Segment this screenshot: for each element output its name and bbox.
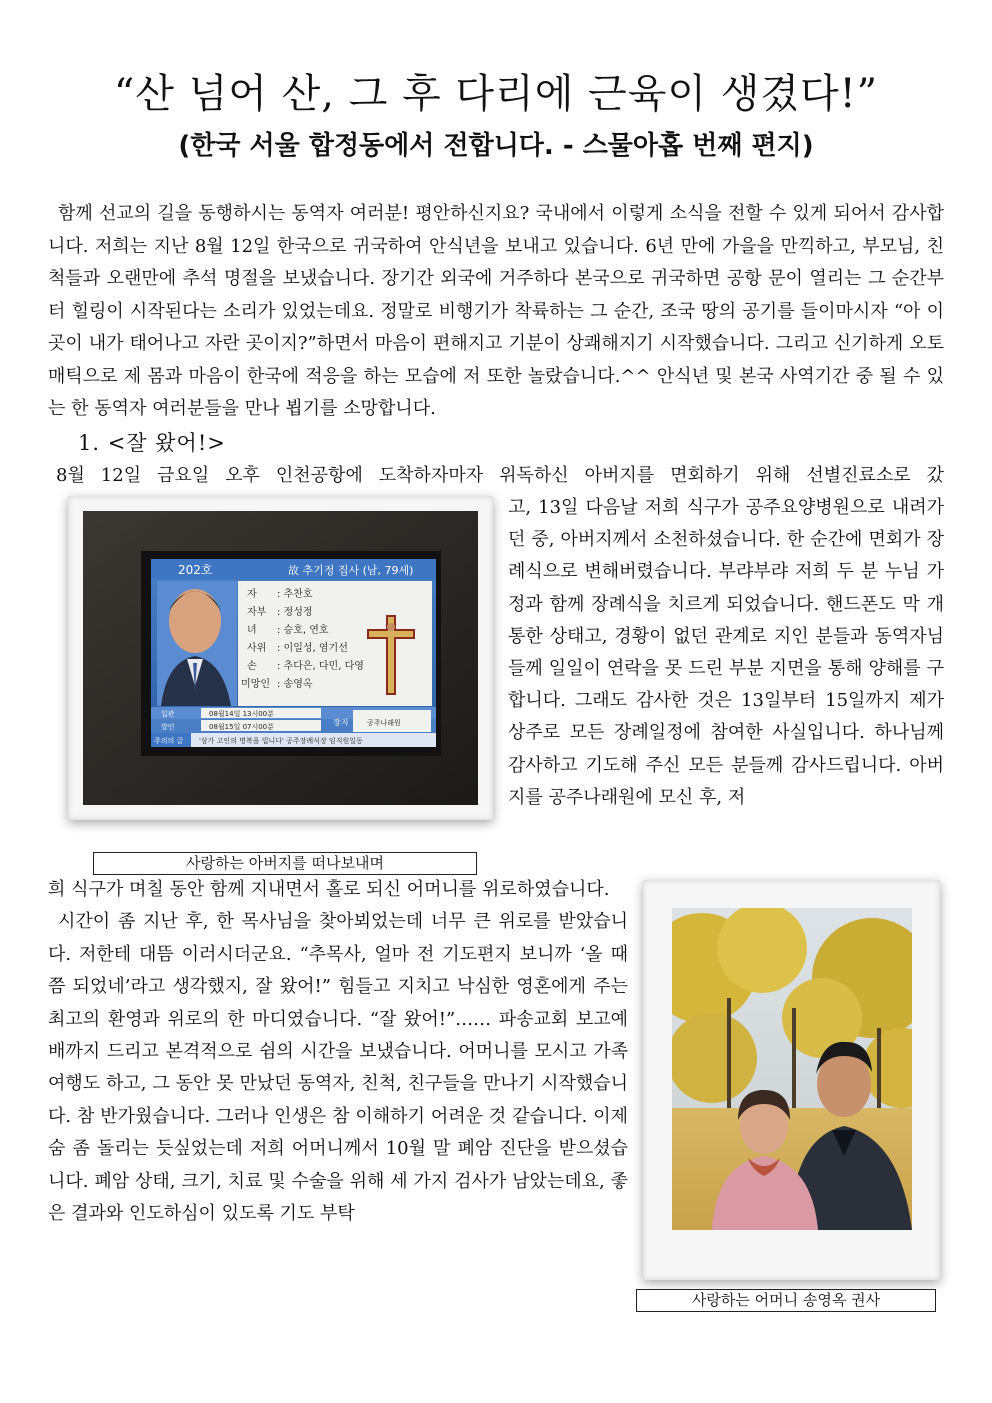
photo2-caption: 사랑하는 어머니 송영옥 권사: [636, 1289, 936, 1312]
funeral-display-image: [83, 511, 478, 805]
svg-text:녀: 녀: [247, 625, 257, 636]
svg-text:자부: 자부: [247, 607, 267, 618]
svg-text:사위: 사위: [247, 643, 267, 654]
page-title: “산 넘어 산, 그 후 다리에 근육이 생겼다!”: [113, 71, 879, 117]
svg-text:: 승호, 연호: : 승호, 연호: [277, 625, 329, 636]
svg-text:: 정성정: : 정성정: [277, 607, 313, 618]
svg-text:: 추다은, 다민, 다영: : 추다은, 다민, 다영: [277, 661, 364, 672]
mother-son-photo: [672, 908, 912, 1230]
svg-text:손: 손: [247, 661, 257, 672]
left-lower-paragraph-1: 희 식구가 며칠 동안 함께 지내면서 홀로 되신 어머니를 위로하였습니다.: [48, 879, 610, 900]
svg-text:미망인: 미망인: [241, 679, 270, 690]
room-number: 202호: [178, 563, 213, 577]
photo1-caption: 사랑하는 아버지를 떠나보내며: [93, 852, 477, 875]
right-column-paragraph: 고, 13일 다음날 저희 식구가 공주요양병원으로 내려가던 중, 아버지께서 소천하셨습니다. 한 순간에 면회가 장례식으로 변해버렸습니다. 부랴부랴 저희 두 분 누님 가정과 함께 장례식을 치르게 되었습니다. 핸드폰도 막 개통한 상태고, 경황이 없던 관계로 지인 분들과 동역자님들께 일일이 연락을 못 드린 부분 지면을 통해 양해를 구합니다. 그래도 감사한 것은 13일부터 15일까지 제가 상주로 모든 장례일정에 참여한 사실입니다. 하나님께 감사하고 기도해 주신 모든 분들께 감사드립니다. 아버지를 공주나래원에 모신 후, 저: [508, 497, 944, 808]
svg-text:주의의 글: 주의의 글: [154, 737, 184, 745]
svg-text:공주나래원: 공주나래원: [367, 719, 401, 727]
svg-text:'삼가 고인의 명복을 빕니다' 공주장례식장 임직원일동: '삼가 고인의 명복을 빕니다' 공주장례식장 임직원일동: [199, 737, 363, 745]
svg-text:: 송영옥: : 송영옥: [277, 679, 313, 690]
section-first-line: 8월 12일 금요일 오후 인천공항에 도착하자마자 위독하신 아버지를 면회하기 위해 선별진료소로 갔: [56, 465, 944, 486]
section-heading: 1. <잘 왔어!>: [78, 431, 226, 455]
funeral-photo-frame: [68, 496, 493, 820]
left-lower-text-block: [48, 874, 628, 1230]
svg-text:08월14일 13시00분: 08월14일 13시00분: [209, 710, 274, 718]
mother-photo-frame: [643, 880, 940, 1280]
svg-text:08월15일 07시00분: 08월15일 07시00분: [209, 723, 274, 731]
right-column-text-block: [508, 492, 944, 814]
svg-text:: 추찬호: : 추찬호: [277, 589, 313, 600]
svg-text:자: 자: [247, 589, 257, 600]
svg-text:: 이일성, 염기선: : 이일성, 염기선: [277, 643, 348, 654]
portrait-face: [169, 589, 221, 653]
svg-text:발인: 발인: [161, 723, 175, 731]
intro-paragraph: 함께 선교의 길을 동행하시는 동역자 여러분! 평안하신지요? 국내에서 이렇게 소식을 전할 수 있게 되어서 감사합니다. 저희는 지난 8월 12일 한국으로 귀국하여 안식년을 보내고 있습니다. 6년 만에 가을을 만끽하고, 부모님, 친척들과 오랜만에 추석 명절을 보냈습니다. 장기간 외국에 거주하다 본국으로 귀국하면 공항 문이 열리는 그 순간부터 힐링이 시작된다는 소리가 있었는데요. 정말로 비행기가 착륙하는 그 순간, 조국 땅의 공기를 들이마시자 “아 이 곳이 내가 태어나고 자란 곳이지?”하면서 마음이 편해지고 기분이 상쾌해지기 시작했습니다. 그리고 신기하게 오토매틱으로 제 몸과 마음이 한국에 적응을 하는 모습에 저 또한 놀랐습니다.^^ 안식년 및 본국 사역기간 중 될 수 있는 한 동역자 여러분들을 만나 뵙기를 소망합니다.: [48, 203, 944, 419]
svg-text:장지: 장지: [333, 718, 349, 727]
page-subtitle: (한국 서울 합정동에서 전합니다. - 스물아홉 번째 편지): [178, 131, 814, 161]
deceased-name: 故 추기정 집사 (남, 79세): [288, 564, 414, 577]
left-lower-paragraph-2: 시간이 좀 지난 후, 한 목사님을 찾아뵈었는데 너무 큰 위로를 받았습니다. 저한테 대뜸 이러시더군요. “추목사, 얼마 전 기도편지 보니까 ‘올 때 쯤 되었네’라고 생각했지, 잘 왔어!” 힘들고 지치고 낙심한 영혼에게 주는 최고의 환영과 위로의 한 마디였습니다. “잘 왔어!”…… 파송교회 보고예배까지 드리고 본격적으로 쉼의 시간을 보냈습니다. 어머니를 모시고 가족여행도 하고, 그 동안 못 만났던 동역자, 친척, 친구들을 만나기 시작했습니다. 참 반가웠습니다. 그러나 인생은 참 이해하기 어려운 것 같습니다. 이제 숨 좀 돌리는 듯싶었는데 저희 어머니께서 10월 말 폐암 진단을 받으셨습니다. 폐암 상태, 크기, 치료 및 수술을 위해 세 가지 검사가 남았는데요, 좋은 결과와 인도하심이 있도록 기도 부탁: [48, 911, 628, 1225]
svg-text:입관: 입관: [161, 710, 175, 718]
